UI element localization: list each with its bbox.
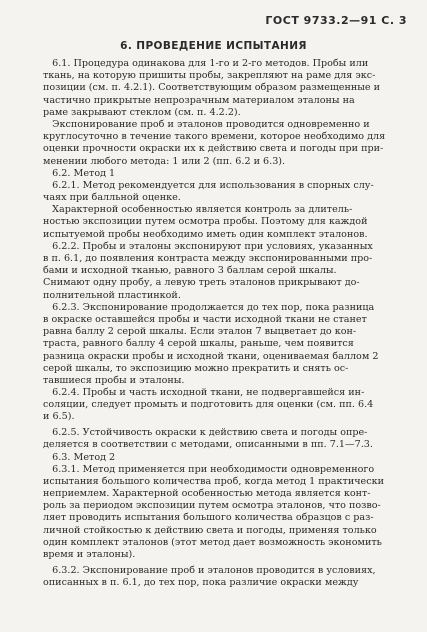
text-line: 6.2. Метод 1 bbox=[43, 167, 116, 179]
text-line: неприемлем. Характерной особенностью метода является конт- bbox=[43, 488, 371, 500]
text-line: 6.2.3. Экспонирование продолжается до тех пор, пока разница bbox=[43, 301, 375, 313]
text-line: позиции (см. п. 4.2.1). Соответствующим образом размещенные и bbox=[43, 82, 381, 94]
text-line: 6.2.1. Метод рекомендуется для использования в спорных слу- bbox=[43, 179, 374, 191]
text-line: испытуемой пробы необходимо иметь один комплект эталонов. bbox=[43, 228, 368, 240]
text-line: соляции, следует промыть и подготовить для оценки (см. пп. 6.4 bbox=[43, 399, 374, 411]
body-text bbox=[43, 58, 401, 589]
text-line: роль за периодом экспозиции путем осмотра эталонов, что позво- bbox=[43, 500, 381, 512]
text-line: бами и исходной тканью, равного 3 баллам серой шкалы. bbox=[43, 265, 337, 277]
text-line: ляет проводить испытания большого количества образцов с раз- bbox=[43, 512, 374, 524]
text-line: один комплект эталонов (этот метод дает возможность экономить bbox=[43, 536, 382, 548]
text-line: оценки прочности окраски их к действию света и погоды при при- bbox=[43, 143, 384, 155]
page-header: ГОСТ 9733.2—91 С. 3 bbox=[265, 14, 407, 27]
text-line: тавшиеся пробы и эталоны. bbox=[43, 374, 185, 386]
text-line: менении любого метода: 1 или 2 (пп. 6.2 и 6.3). bbox=[43, 155, 286, 167]
text-line: полнительной пластинкой. bbox=[43, 289, 181, 301]
text-line: ткань, на которую пришиты пробы, закрепляют на раме для экс- bbox=[43, 70, 376, 82]
text-line: испытания большого количества проб, когда метод 1 практически bbox=[43, 475, 384, 487]
text-line: Экспонирование проб и эталонов проводится одновременно и bbox=[43, 118, 370, 130]
text-line: разница окраски пробы и исходной ткани, оцениваемая баллом 2 bbox=[43, 350, 379, 362]
text-line: 6.1. Процедура одинакова для 1-го и 2-го методов. Пробы или bbox=[43, 58, 369, 69]
text-line: ностью экспозиции путем осмотра пробы. Поэтому для каждой bbox=[43, 216, 368, 228]
text-line: время и эталоны). bbox=[43, 549, 136, 560]
text-line: круглосуточно в течение такого времени, которое необходимо для bbox=[43, 131, 386, 143]
text-line: 6.2.5. Устойчивость окраски к действию света и погоды опре- bbox=[43, 427, 368, 439]
text-line: 6.3.2. Экспонирование проб и эталонов проводится в условиях, bbox=[43, 564, 376, 576]
text-line: раме закрывают стеклом (см. п. 4.2.2). bbox=[43, 106, 241, 118]
text-line: равна баллу 2 серой шкалы. Если эталон 7 выцветает до кон- bbox=[43, 326, 357, 338]
text-line: траста, равного баллу 4 серой шкалы, раньше, чем появится bbox=[43, 338, 354, 350]
text-line: 6.3. Метод 2 bbox=[43, 451, 116, 463]
text-line: 6.3.1. Метод применяется при необходимости одновременного bbox=[43, 463, 375, 475]
section-title: 6. ПРОВЕДЕНИЕ ИСПЫТАНИЯ bbox=[120, 40, 307, 52]
text-line: в п. 6.1, до появления контраста между экспонированными про- bbox=[43, 253, 373, 264]
text-line: в окраске оставшейся пробы и части исходной ткани не станет bbox=[43, 313, 367, 325]
text-line: 6.2.4. Пробы и часть исходной ткани, не подвергавшейся ин- bbox=[43, 387, 365, 399]
text-line: серой шкалы, то экспозицию можно прекратить и снять ос- bbox=[43, 362, 349, 374]
text-line: частично прикрытые непрозрачным материалом эталоны на bbox=[43, 94, 355, 106]
text-line: чаях при балльной оценке. bbox=[43, 192, 181, 204]
text-line: Снимают одну пробу, а левую треть эталонов прикрывают до- bbox=[43, 277, 360, 289]
text-line: и 6.5). bbox=[43, 411, 75, 423]
text-line: Характерной особенностью является контроль за длитель- bbox=[43, 204, 353, 216]
text-line: деляется в соответствии с методами, описанными в пп. 7.1—7.3. bbox=[43, 439, 373, 451]
text-line: 6.2.2. Пробы и эталоны экспонируют при условиях, указанных bbox=[43, 240, 373, 252]
text-line: описанных в п. 6.1, до тех пор, пока различие окраски между bbox=[43, 576, 359, 588]
text-line: личной стойкостью к действию света и погоды, применяя только bbox=[43, 524, 377, 536]
